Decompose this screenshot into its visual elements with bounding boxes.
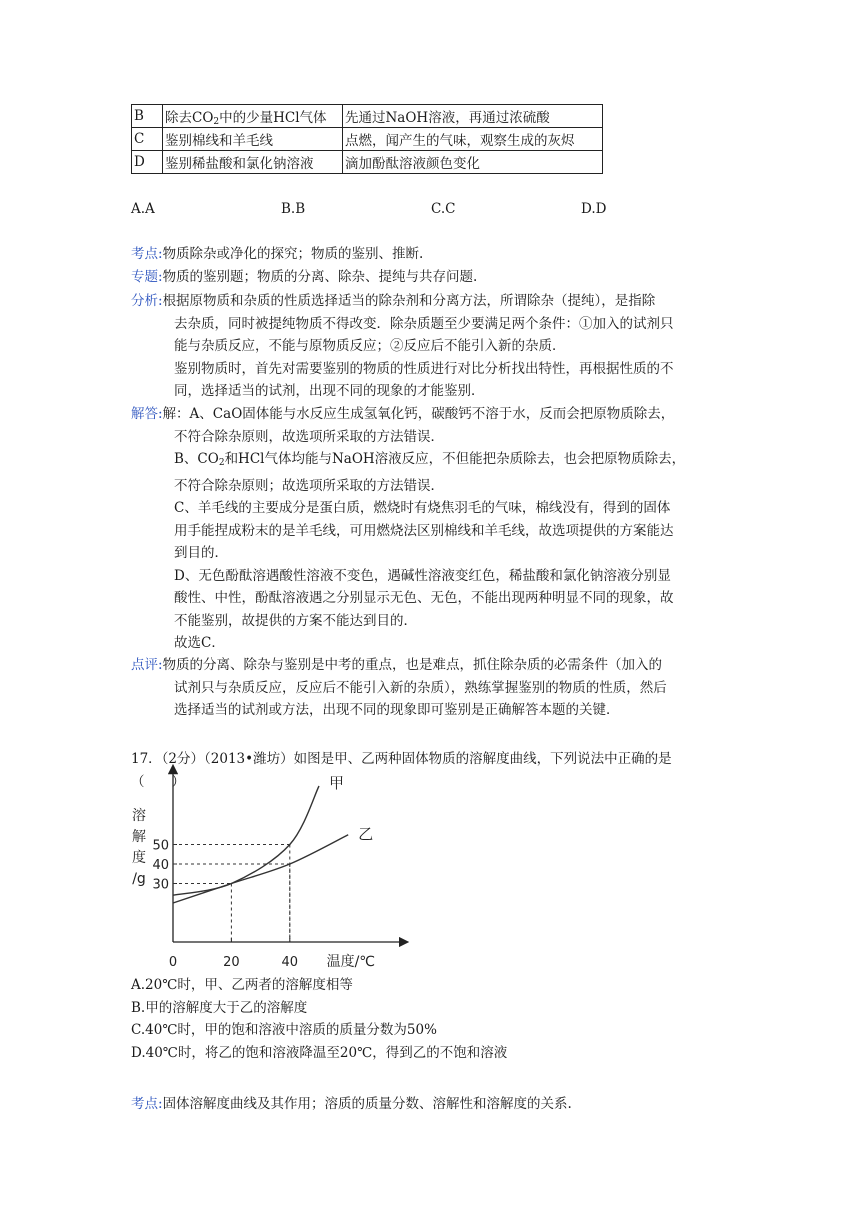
q17-kaodian-text: 固体溶解度曲线及其作用；溶质的质量分数、溶解性和溶解度的关系. [162,1096,572,1112]
solubility-chart [125,774,395,974]
jieda-line: 酸性、中性，酚酞溶液遇之分别显示无色、无色，不能出现两种明显不同的现象，故 [174,590,674,606]
q17-stem-line: （ ） [131,773,185,790]
solubility-chart-svg [125,774,395,970]
row-letter: D [132,151,163,174]
zhuanti-label: 专题: [131,269,163,285]
y-axis-label-char: /g [132,871,146,887]
row-task: 鉴别棉线和羊毛线 [163,128,343,151]
y-tick-label: 40 [152,858,169,873]
dianping-section [131,654,667,722]
row-method: 滴加酚酞溶液颜色变化 [343,151,603,174]
jieda-line: 用手能捏成粉末的是羊毛线，可用燃烧法区别棉线和羊毛线，故选项提供的方案能达 [174,522,674,539]
table-row [132,105,603,128]
q17-choice-c: C.40℃时，甲的饱和溶液中溶质的质量分数为50% [131,1022,437,1038]
fenxi-line: 去杂质，同时被提纯物质不得改变．除杂质题至少要满足两个条件：①加入的试剂只 [174,315,674,332]
kaodian-text: 物质除杂或净化的探究；物质的鉴别、推断. [162,246,424,262]
row-task: 鉴别稀盐酸和氯化钠溶液 [163,151,343,174]
kaodian-section [131,243,423,266]
fenxi-label: 分析: [131,293,163,309]
fenxi-line: 同，选择适当的试剂，出现不同的现象的才能鉴别． [174,383,485,399]
x-tick-label: 0 [168,955,178,970]
row-letter: B [132,105,163,128]
q17-stem [131,748,672,793]
q17-kaodian-section [131,1093,572,1116]
row-letter: C [132,128,163,151]
row-method: 点燃，闻产生的气味，观察生成的灰烬 [343,128,603,151]
jieda-label: 解答: [131,406,163,422]
dianping-line: 物质的分离、除杂与鉴别是中考的重点，也是难点，抓住除杂质的必需条件（加入的 [162,657,663,673]
dianping-label: 点评: [131,657,163,673]
y-tick-label: 30 [152,877,169,893]
fenxi-line: 鉴别物质时，首先对需要鉴别的物质的性质进行对比分析找出特性，再根据性质的不 [174,360,674,377]
jieda-line: 不符合除杂原则；故选项所采取的方法错误． [174,477,444,494]
series-label: 甲 [329,774,345,792]
row-method: 先通过NaOH溶液，再通过浓硫酸 [343,105,603,128]
zhuanti-section [131,266,477,289]
y-axis-label-char: 度 [132,850,146,866]
fenxi-section [131,290,674,403]
q17-choice-a: A.20℃时，甲、乙两者的溶解度相等 [131,977,353,993]
q17-choice-b: B.甲的溶解度大于乙的溶解度 [131,999,308,1016]
q17-kaodian-label: 考点: [131,1096,163,1112]
q17-choices [131,974,507,1064]
dianping-line: 试剂只与杂质反应，反应后不能引入新的杂质），熟练掌握鉴别的物质的性质，然后 [174,679,667,696]
dianping-line: 选择适当的试剂或方法，出现不同的现象即可鉴别是正确解答本题的关键． [174,702,620,718]
zhuanti-text: 物质的鉴别题；物质的分离、除杂、提纯与共存问题. [162,269,478,285]
kaodian-label: 考点: [131,246,163,262]
fenxi-line: 能与杂质反应，不能与原物质反应；②反应后不能引入新的杂质． [174,338,566,354]
series-label: 乙 [358,824,374,843]
x-axis-label: 温度/℃ [326,954,376,970]
x-tick-label: 20 [223,955,240,970]
q17-choice-d: D.40℃时，将乙的饱和溶液降温至20℃，得到乙的不饱和溶液 [131,1044,508,1061]
jieda-line: D、无色酚酞溶遇酸性溶液不变色，遇碱性溶液变红色，稀盐酸和氯化钠溶液分别显 [174,567,671,584]
jieda-line: 不能鉴别，故提供的方案不能达到目的． [174,612,417,629]
row-task: 除去$CO_2$中的少量HCl气体 [163,105,343,128]
jieda-line: B、$CO_2$和HCl气体均能与NaOH溶液反应，不但能把杂质除去，也会把原物质除去， [174,451,686,468]
y-tick-label: 50 [152,838,169,854]
table-row [132,128,603,151]
jieda-line: 故选C． [174,635,225,651]
choice-b: B.B [281,201,306,217]
jieda-line: 不符合除杂原则，故选项所采取的方法错误． [174,428,444,445]
jieda-section [131,403,685,655]
q17-stem-line: 17．（2分）（2013•潍坊）如图是甲、乙两种固体物质的溶解度曲线，下列说法中正确的是 [131,751,672,767]
jieda-line: 解：A、CaO固体能与水反应生成氢氧化钙，碳酸钙不溶于水，反而会把原物质除去， [162,406,675,422]
choice-a: A.A [131,201,155,217]
options-table [131,104,603,174]
y-axis-label-char: 解 [132,829,146,845]
table-row [132,151,603,174]
choice-d: D.D [581,201,607,217]
choice-c: C.C [431,201,456,217]
jieda-line: C、羊毛线的主要成分是蛋白质，燃烧时有烧焦羽毛的气味，棉线没有，得到的固体 [174,500,671,516]
jieda-line: 到目的． [174,545,228,561]
x-tick-label: 40 [281,955,299,970]
y-axis-label-char: 溶 [132,808,146,824]
fenxi-line: 根据原物质和杂质的性质选择适当的除杂剂和分离方法，所谓除杂（提纯），是指除 [162,293,656,309]
